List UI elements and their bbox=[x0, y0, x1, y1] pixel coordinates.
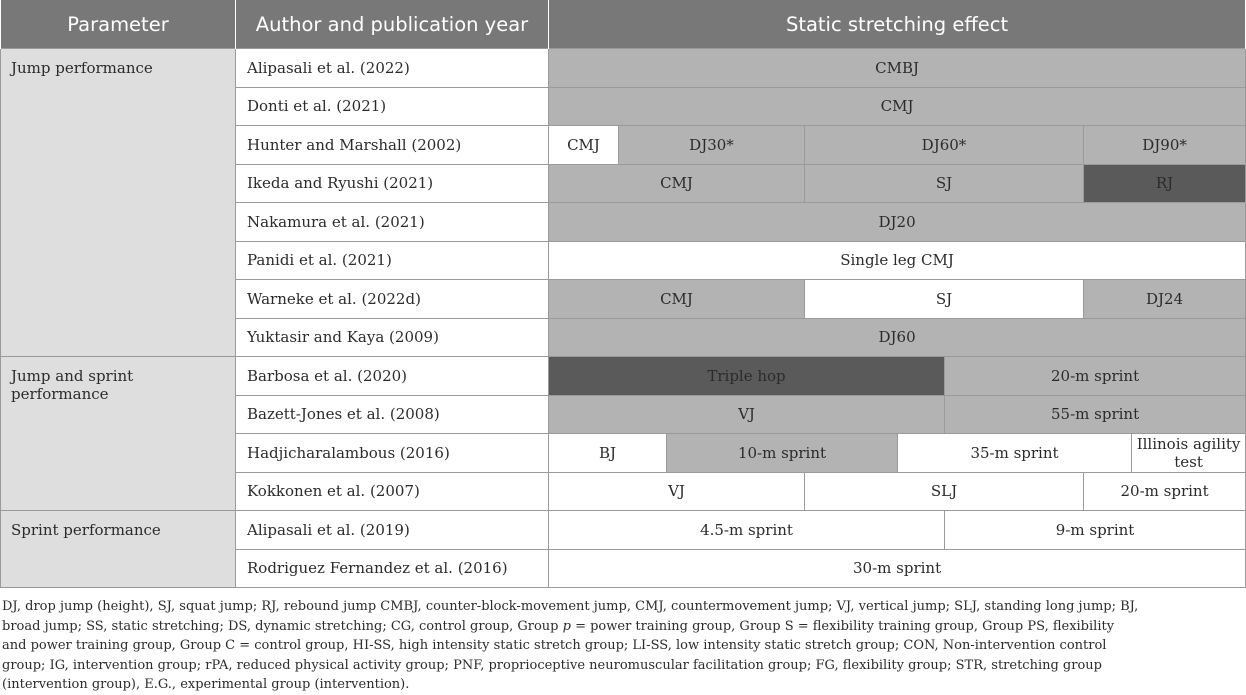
author-cell: Panidi et al. (2021) bbox=[236, 241, 549, 280]
author-cell: Rodriguez Fernandez et al. (2016) bbox=[236, 549, 549, 588]
effect-cell: Triple hop bbox=[549, 357, 945, 396]
table-footnote bbox=[0, 597, 1142, 695]
author-cell: Hunter and Marshall (2002) bbox=[236, 126, 549, 165]
footnote-p: p bbox=[562, 618, 571, 634]
effect-cell: CMJ bbox=[549, 164, 805, 203]
header-author: Author and publication year bbox=[236, 0, 549, 49]
table-row bbox=[1, 49, 1246, 88]
effect-cell: 55-m sprint bbox=[945, 395, 1246, 434]
author-cell: Alipasali et al. (2022) bbox=[236, 49, 549, 88]
footnote-part2: = power training group, Group S = flexibility training group, Group PS, flexibility and power training group, Group C = control group, HI-SS, high intensity static stretch group; LI-SS, low intensity static stretch group; CON, Non-intervention control group; IG, intervention group; rPA, reduced physical activity group; PNF, proprioceptive neuromuscular facilitation group; FG, flexibility group; STR, stretching group (intervention group), E.G., experimental group (intervention). bbox=[2, 618, 1115, 692]
effect-cell: DJ60 bbox=[549, 318, 1246, 357]
effect-cell: SJ bbox=[805, 280, 1084, 319]
effect-cell: VJ bbox=[549, 472, 805, 511]
effect-cell: 10-m sprint bbox=[667, 434, 898, 473]
effect-cell: BJ bbox=[549, 434, 667, 473]
effect-cell: DJ60* bbox=[805, 126, 1084, 165]
effect-cell: 35-m sprint bbox=[898, 434, 1132, 473]
effect-cell: 20-m sprint bbox=[945, 357, 1246, 396]
effect-cell: Single leg CMJ bbox=[549, 241, 1246, 280]
effect-cell: CMJ bbox=[549, 280, 805, 319]
effect-cell: 9-m sprint bbox=[945, 511, 1246, 550]
parameter-cell: Sprint performance bbox=[1, 511, 236, 588]
author-cell: Hadjicharalambous (2016) bbox=[236, 434, 549, 473]
author-cell: Kokkonen et al. (2007) bbox=[236, 472, 549, 511]
table-row bbox=[1, 357, 1246, 396]
effect-cell: CMJ bbox=[549, 87, 1246, 126]
author-cell: Warneke et al. (2022d) bbox=[236, 280, 549, 319]
effect-cell: CMJ bbox=[549, 126, 619, 165]
table-row bbox=[1, 511, 1246, 550]
effect-cell: SJ bbox=[805, 164, 1084, 203]
effect-cell: 30-m sprint bbox=[549, 549, 1246, 588]
effect-cell: SLJ bbox=[805, 472, 1084, 511]
author-cell: Ikeda and Ryushi (2021) bbox=[236, 164, 549, 203]
effect-cell: Illinois agility test bbox=[1132, 434, 1246, 473]
author-cell: Nakamura et al. (2021) bbox=[236, 203, 549, 242]
header-effect: Static stretching effect bbox=[549, 0, 1246, 49]
effect-cell: DJ20 bbox=[549, 203, 1246, 242]
footnote-part1: DJ, drop jump (height), SJ, squat jump; RJ, rebound jump CMBJ, counter-block-movement jump, CMJ, countermovement jump; VJ, vertical jump; SLJ, standing long jump; BJ, broad jump; SS, static stretching; DS, dynamic stretching; CG, control group, Group bbox=[2, 599, 1139, 634]
effect-cell: RJ bbox=[1084, 164, 1246, 203]
author-cell: Alipasali et al. (2019) bbox=[236, 511, 549, 550]
author-cell: Donti et al. (2021) bbox=[236, 87, 549, 126]
effect-cell: CMBJ bbox=[549, 49, 1246, 88]
effect-cell: VJ bbox=[549, 395, 945, 434]
effect-cell: DJ24 bbox=[1084, 280, 1246, 319]
effect-cell: 20-m sprint bbox=[1084, 472, 1246, 511]
author-cell: Yuktasir and Kaya (2009) bbox=[236, 318, 549, 357]
header-parameter: Parameter bbox=[1, 0, 236, 49]
parameter-cell: Jump performance bbox=[1, 49, 236, 357]
effect-cell: DJ90* bbox=[1084, 126, 1246, 165]
author-cell: Bazett-Jones et al. (2008) bbox=[236, 395, 549, 434]
author-cell: Barbosa et al. (2020) bbox=[236, 357, 549, 396]
table-body bbox=[1, 49, 1246, 588]
parameter-cell: Jump and sprint performance bbox=[1, 357, 236, 511]
header-row bbox=[1, 0, 1246, 49]
effect-cell: 4.5-m sprint bbox=[549, 511, 945, 550]
effect-cell: DJ30* bbox=[619, 126, 805, 165]
